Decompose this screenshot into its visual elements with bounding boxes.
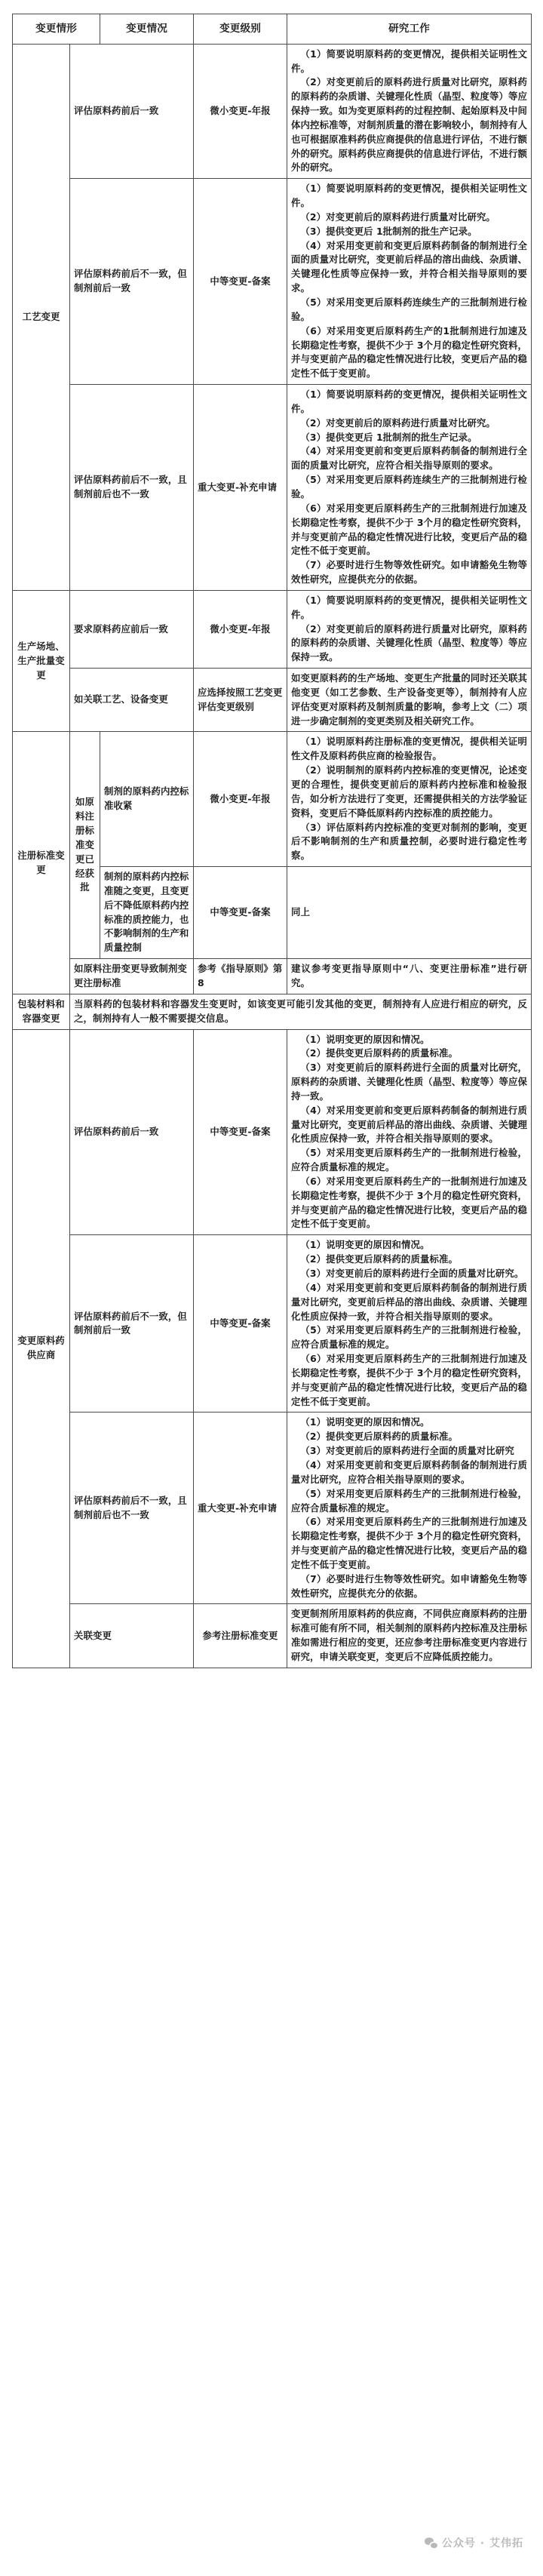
research-work-item: （4）对采用变更前和变更后原料药制备的制剂进行全面的质量对比研究，变更前后样品的溶出曲线、杂质谱、关键理化性质等应保持一致，并符合相关指导原则的要求。 bbox=[291, 239, 527, 294]
change-scenario-cell: 变更原料药供应商 bbox=[13, 1029, 70, 1668]
research-work-item: （1）说明变更的原因和情况。 bbox=[300, 1416, 430, 1428]
change-level-cell: 中等变更-备案 bbox=[194, 867, 287, 959]
research-work-item: 建议参考变更指导原则中“八、变更注册标准”进行研究。 bbox=[291, 963, 527, 988]
table-row bbox=[13, 1029, 532, 1235]
research-work-item: （6）对采用变更后原料药生产的1批制剂进行加速及长期稳定性考察，提供不少于 3个月的稳定性研究资料，并与变更前产品的稳定性情况进行比较，变更后产品的稳定性不低于变更前。 bbox=[291, 324, 527, 380]
change-subcategory-cell: 如原料注册标准变更已经获批 bbox=[70, 732, 100, 959]
research-work-item: （4）对采用变更前和变更后原料药制备的制剂进行质量对比研究，变更前后样品的溶出曲线、杂质谱、关键理化性质应保持一致，并符合相关指导原则的要求。 bbox=[291, 1281, 527, 1322]
research-work-cell bbox=[287, 1029, 532, 1235]
research-work-cell bbox=[287, 867, 532, 959]
research-work-cell bbox=[287, 1412, 532, 1604]
change-situation-cell: 评估原料药前后一致 bbox=[70, 1029, 194, 1235]
research-work-item: （2）对变更前后的原料药进行质量对比研究，原料药的原料药的杂质谱、关键理化性质（晶型、粒度等）等应保持一致。 bbox=[291, 622, 527, 663]
research-work-item: （3）对变更前后的原料药进行全面的质量对比研究 bbox=[300, 1445, 514, 1457]
change-level-cell: 重大变更-补充申请 bbox=[194, 1412, 287, 1604]
research-work-item: （1）说明原料药注册标准的变更情况，提供相关证明性文件及原料药供应商的检验报告。 bbox=[291, 736, 527, 762]
watermark-text: 公众号 · 艾伟拓 bbox=[441, 2538, 523, 2550]
change-scenario-cell: 生产场地、生产批量变更 bbox=[13, 590, 70, 732]
watermark bbox=[425, 2535, 523, 2550]
research-work-item: （3）提供变更后 1批制剂的批生产记录。 bbox=[300, 431, 477, 443]
change-level-cell: 中等变更-备案 bbox=[194, 179, 287, 385]
change-level-cell: 参考《指导原则》第8 bbox=[194, 959, 287, 994]
change-situation-cell: 要求原料药应前后一致 bbox=[70, 590, 194, 668]
research-work-item: （6）对采用变更后原料药生产的三批制剂进行加速及长期稳定性考察，提供不少于 3个月的稳定性研究资料，并与变更前产品的稳定性情况进行比较，变更后产品的稳定性不低于变更前。 bbox=[291, 502, 527, 557]
research-work-item: （1）简要说明原料药的变更情况，提供相关证明性文件。 bbox=[291, 594, 527, 620]
research-work-cell bbox=[287, 385, 532, 591]
change-level-cell: 中等变更-备案 bbox=[194, 1235, 287, 1412]
change-level-cell: 中等变更-备案 bbox=[194, 1029, 287, 1235]
change-situation-cell: 制剂的原料药内控标准收紧 bbox=[100, 732, 194, 867]
research-work-item: （4）对采用变更前和变更后原料药制备的制剂进行质量对比研究，变更前后样品的溶出曲线、杂质谱、关键理化性质应保持一致，并符合相关指导原则的要求。 bbox=[291, 1104, 527, 1145]
research-work-item: 变更制剂所用原料药的供应商，不同供应商原料药的注册标准可能有所不同，相关制剂的原料药内控标准及注册标准如需进行相应的变更，还应参考注册标准变更内容进行研究，申请关联变更，变更后不应降低质控能力。 bbox=[291, 1608, 527, 1662]
change-situation-cell: 评估原料药前后一致 bbox=[70, 44, 194, 179]
research-work-item: （5）对采用变更后原料药连续生产的三批制剂进行检验。 bbox=[291, 297, 527, 322]
column-header-research-work: 研究工作 bbox=[287, 14, 532, 45]
table-row bbox=[13, 179, 532, 385]
table-row bbox=[13, 44, 532, 179]
research-work-item: （2）说明制剂的原料药内控标准的变更情况，论述变更的合理性，提供变更前后的原料药内控标准和检验报告，如分析方法进行了变更，还需提供相关的方法学验证资料，变更后不降低原料药内控标准的质控能力。 bbox=[291, 764, 527, 819]
research-work-item: （7）必要时进行生物等效性研究。如申请豁免生物等效性研究，应提供充分的依据。 bbox=[291, 559, 527, 586]
research-work-item: （3）提供变更后 1批制剂的批生产记录。 bbox=[300, 225, 477, 237]
research-work-item: （4）对采用变更前和变更后原料药制备的制剂进行质量对比研究，应符合相关指导原则的要求。 bbox=[291, 1459, 527, 1485]
research-work-item: （3）对变更前后的原料药进行全面的质量对比研究。 bbox=[300, 1268, 524, 1279]
change-situation-cell: 关联变更 bbox=[70, 1604, 194, 1668]
research-work-item: （2）对变更前后的原料药进行质量对比研究。 bbox=[300, 211, 495, 223]
table-header-row bbox=[13, 14, 532, 45]
change-level-cell: 微小变更-年报 bbox=[194, 590, 287, 668]
research-work-cell bbox=[287, 44, 532, 179]
wechat-icon bbox=[425, 2538, 437, 2548]
research-work-item: （1）说明变更的原因和情况。 bbox=[300, 1239, 430, 1251]
research-work-item: （3）对变更前后的原料药进行全面的质量对比研究，原料药的杂质谱、关键理化性质（晶型、粒度等）等应保持一致。 bbox=[291, 1062, 527, 1102]
change-scenario-cell: 工艺变更 bbox=[13, 44, 70, 590]
research-work-item: （2）提供变更后原料药的质量标准。 bbox=[300, 1047, 458, 1059]
change-level-cell: 微小变更-年报 bbox=[194, 44, 287, 179]
research-work-item: （7）必要时进行生物等效性研究。如申请豁免生物等效性研究，应提供充分的依据。 bbox=[291, 1572, 527, 1599]
column-header-change-situation: 变更情况 bbox=[100, 14, 194, 45]
research-work-item: （5）对采用变更后原料药生产的三批制剂进行检验，应符合质量标准的规定。 bbox=[291, 1324, 527, 1351]
research-work-item: （2）对变更前后的原料药进行质量对比研究，原料药的原料药的杂质谱、关键理化性质（晶型、粒度等）等应保持一致。如为变更原料药的过程控制、起始原料及中间体内控标准等，对制剂质量的潜在影响较小，制剂持有人也可根据原准料药供应商提供的信息进行评估，不进行额外的研究。原料药供应商提供的信息进行评估，不进行额外的研究。 bbox=[291, 76, 527, 174]
research-work-item: （1）简要说明原料药的变更情况，提供相关证明性文件。 bbox=[291, 389, 527, 414]
research-work-item: （4）对采用变更前和变更后原料药制备的制剂进行全面的质量对比研究，应符合相关指导原则的要求。 bbox=[291, 445, 527, 472]
research-work-item: （1）简要说明原料药的变更情况，提供相关证明性文件。 bbox=[291, 48, 527, 74]
table-row bbox=[13, 1604, 532, 1668]
research-work-item: （6）对采用变更后原料药生产的三批制剂进行加速及长期稳定性考察，提供不少于 3个月的稳定性研究资料，并与变更前产品的稳定性情况进行比较，变更后产品的稳定性不低于变更前。 bbox=[291, 1516, 527, 1570]
change-level-cell: 重大变更-补充申请 bbox=[194, 385, 287, 591]
change-classification-table bbox=[12, 14, 532, 1668]
change-level-cell: 应选择按照工艺变更评估变更级别 bbox=[194, 669, 287, 732]
research-work-item: （6）对采用变更后原料药生产的三批制剂进行加速及长期稳定性考察，提供不少于 3个月的稳定性研究资料，并与变更前产品的稳定性情况进行比较，变更后产品的稳定性不低于变更前。 bbox=[291, 1353, 527, 1407]
research-work-item: 如变更原料药的生产场地、变更生产批量的同时还关联其他变更（如工艺参数、生产设备变更等），制剂持有人应评估变更对原料药及制剂质量的影响，参考上文（二）项进一步确定制剂的变更类别及相关研究工作。 bbox=[291, 672, 527, 727]
column-header-change-level: 变更级别 bbox=[194, 14, 287, 45]
research-work-item: （1）简要说明原料药的变更情况，提供相关证明性文件。 bbox=[291, 183, 527, 209]
table-row bbox=[13, 1412, 532, 1604]
table-row bbox=[13, 732, 532, 867]
change-situation-cell: 如原料注册变更导致制剂变更注册标准 bbox=[70, 959, 194, 994]
research-work-item: （2）提供变更后原料药的质量标准。 bbox=[300, 1253, 458, 1265]
research-work-cell bbox=[287, 590, 532, 668]
change-situation-cell: 评估原料药前后不一致，但制剂前后一致 bbox=[70, 1235, 194, 1412]
column-header-change-scenario: 变更情形 bbox=[13, 14, 100, 45]
research-work-cell bbox=[287, 1235, 532, 1412]
table-row bbox=[13, 994, 532, 1029]
change-level-cell: 参考注册标准变更 bbox=[194, 1604, 287, 1668]
change-level-cell: 微小变更-年报 bbox=[194, 732, 287, 867]
table-row bbox=[13, 590, 532, 668]
research-work-item: （1）说明变更的原因和情况。 bbox=[300, 1033, 430, 1045]
research-work-cell bbox=[287, 732, 532, 867]
table-row bbox=[13, 385, 532, 591]
change-situation-cell: 评估原料药前后不一致，但制剂前后一致 bbox=[70, 179, 194, 385]
research-work-item: 同上 bbox=[291, 906, 310, 918]
research-work-cell bbox=[287, 1604, 532, 1668]
change-situation-cell: 评估原料药前后不一致，且制剂前后也不一致 bbox=[70, 1412, 194, 1604]
change-situation-cell: 制剂的原料药内控标准随之变更，且变更后不降低原料药内控标准的质控能力，也不影响制剂的生产和质量控制 bbox=[100, 867, 194, 959]
change-scenario-cell: 包装材料和容器变更 bbox=[13, 994, 70, 1029]
table-row bbox=[13, 1235, 532, 1412]
change-situation-cell: 如关联工艺、设备变更 bbox=[70, 669, 194, 732]
table-body bbox=[13, 44, 532, 1668]
research-work-cell bbox=[287, 669, 532, 732]
table-row bbox=[13, 669, 532, 732]
change-scenario-cell: 注册标准变更 bbox=[13, 732, 70, 994]
research-work-item: （5）对采用变更后原料药生产的一批制剂进行检验，应符合质量标准的规定。 bbox=[291, 1147, 527, 1173]
research-work-item: （2）提供变更后原料药的质量标准。 bbox=[300, 1431, 458, 1443]
change-situation-cell: 评估原料药前后不一致，且制剂前后也不一致 bbox=[70, 385, 194, 591]
research-work-item: （5）对采用变更后原料药连续生产的三批制剂进行检验。 bbox=[291, 474, 527, 500]
research-work-cell bbox=[287, 179, 532, 385]
research-work-item: （3）评估原料药内控标准的变更对制剂的影响，变更后不影响制剂的生产和质量控制，必要时进行稳定性考察。 bbox=[291, 821, 527, 862]
research-work-cell bbox=[287, 959, 532, 994]
section-note-cell: 当原料药的包装材料和容器发生变更时，如该变更可能引发其他的变更，制剂持有人应进行相应的研究，反之，制剂持有人一般不需要提交信息。 bbox=[70, 994, 532, 1029]
table-row bbox=[13, 959, 532, 994]
research-work-item: （2）对变更前后的原料药进行质量对比研究。 bbox=[300, 417, 495, 429]
research-work-item: （5）对采用变更后原料药生产的三批制剂进行检验，应符合质量标准的规定。 bbox=[291, 1487, 527, 1514]
research-work-item: （6）对采用变更后原料药生产的一批制剂进行加速及长期稳定性考察，提供不少于 3个月的稳定性研究资料，并与变更前产品的稳定性情况进行比较，变更后产品的稳定性不低于变更前。 bbox=[291, 1175, 527, 1230]
